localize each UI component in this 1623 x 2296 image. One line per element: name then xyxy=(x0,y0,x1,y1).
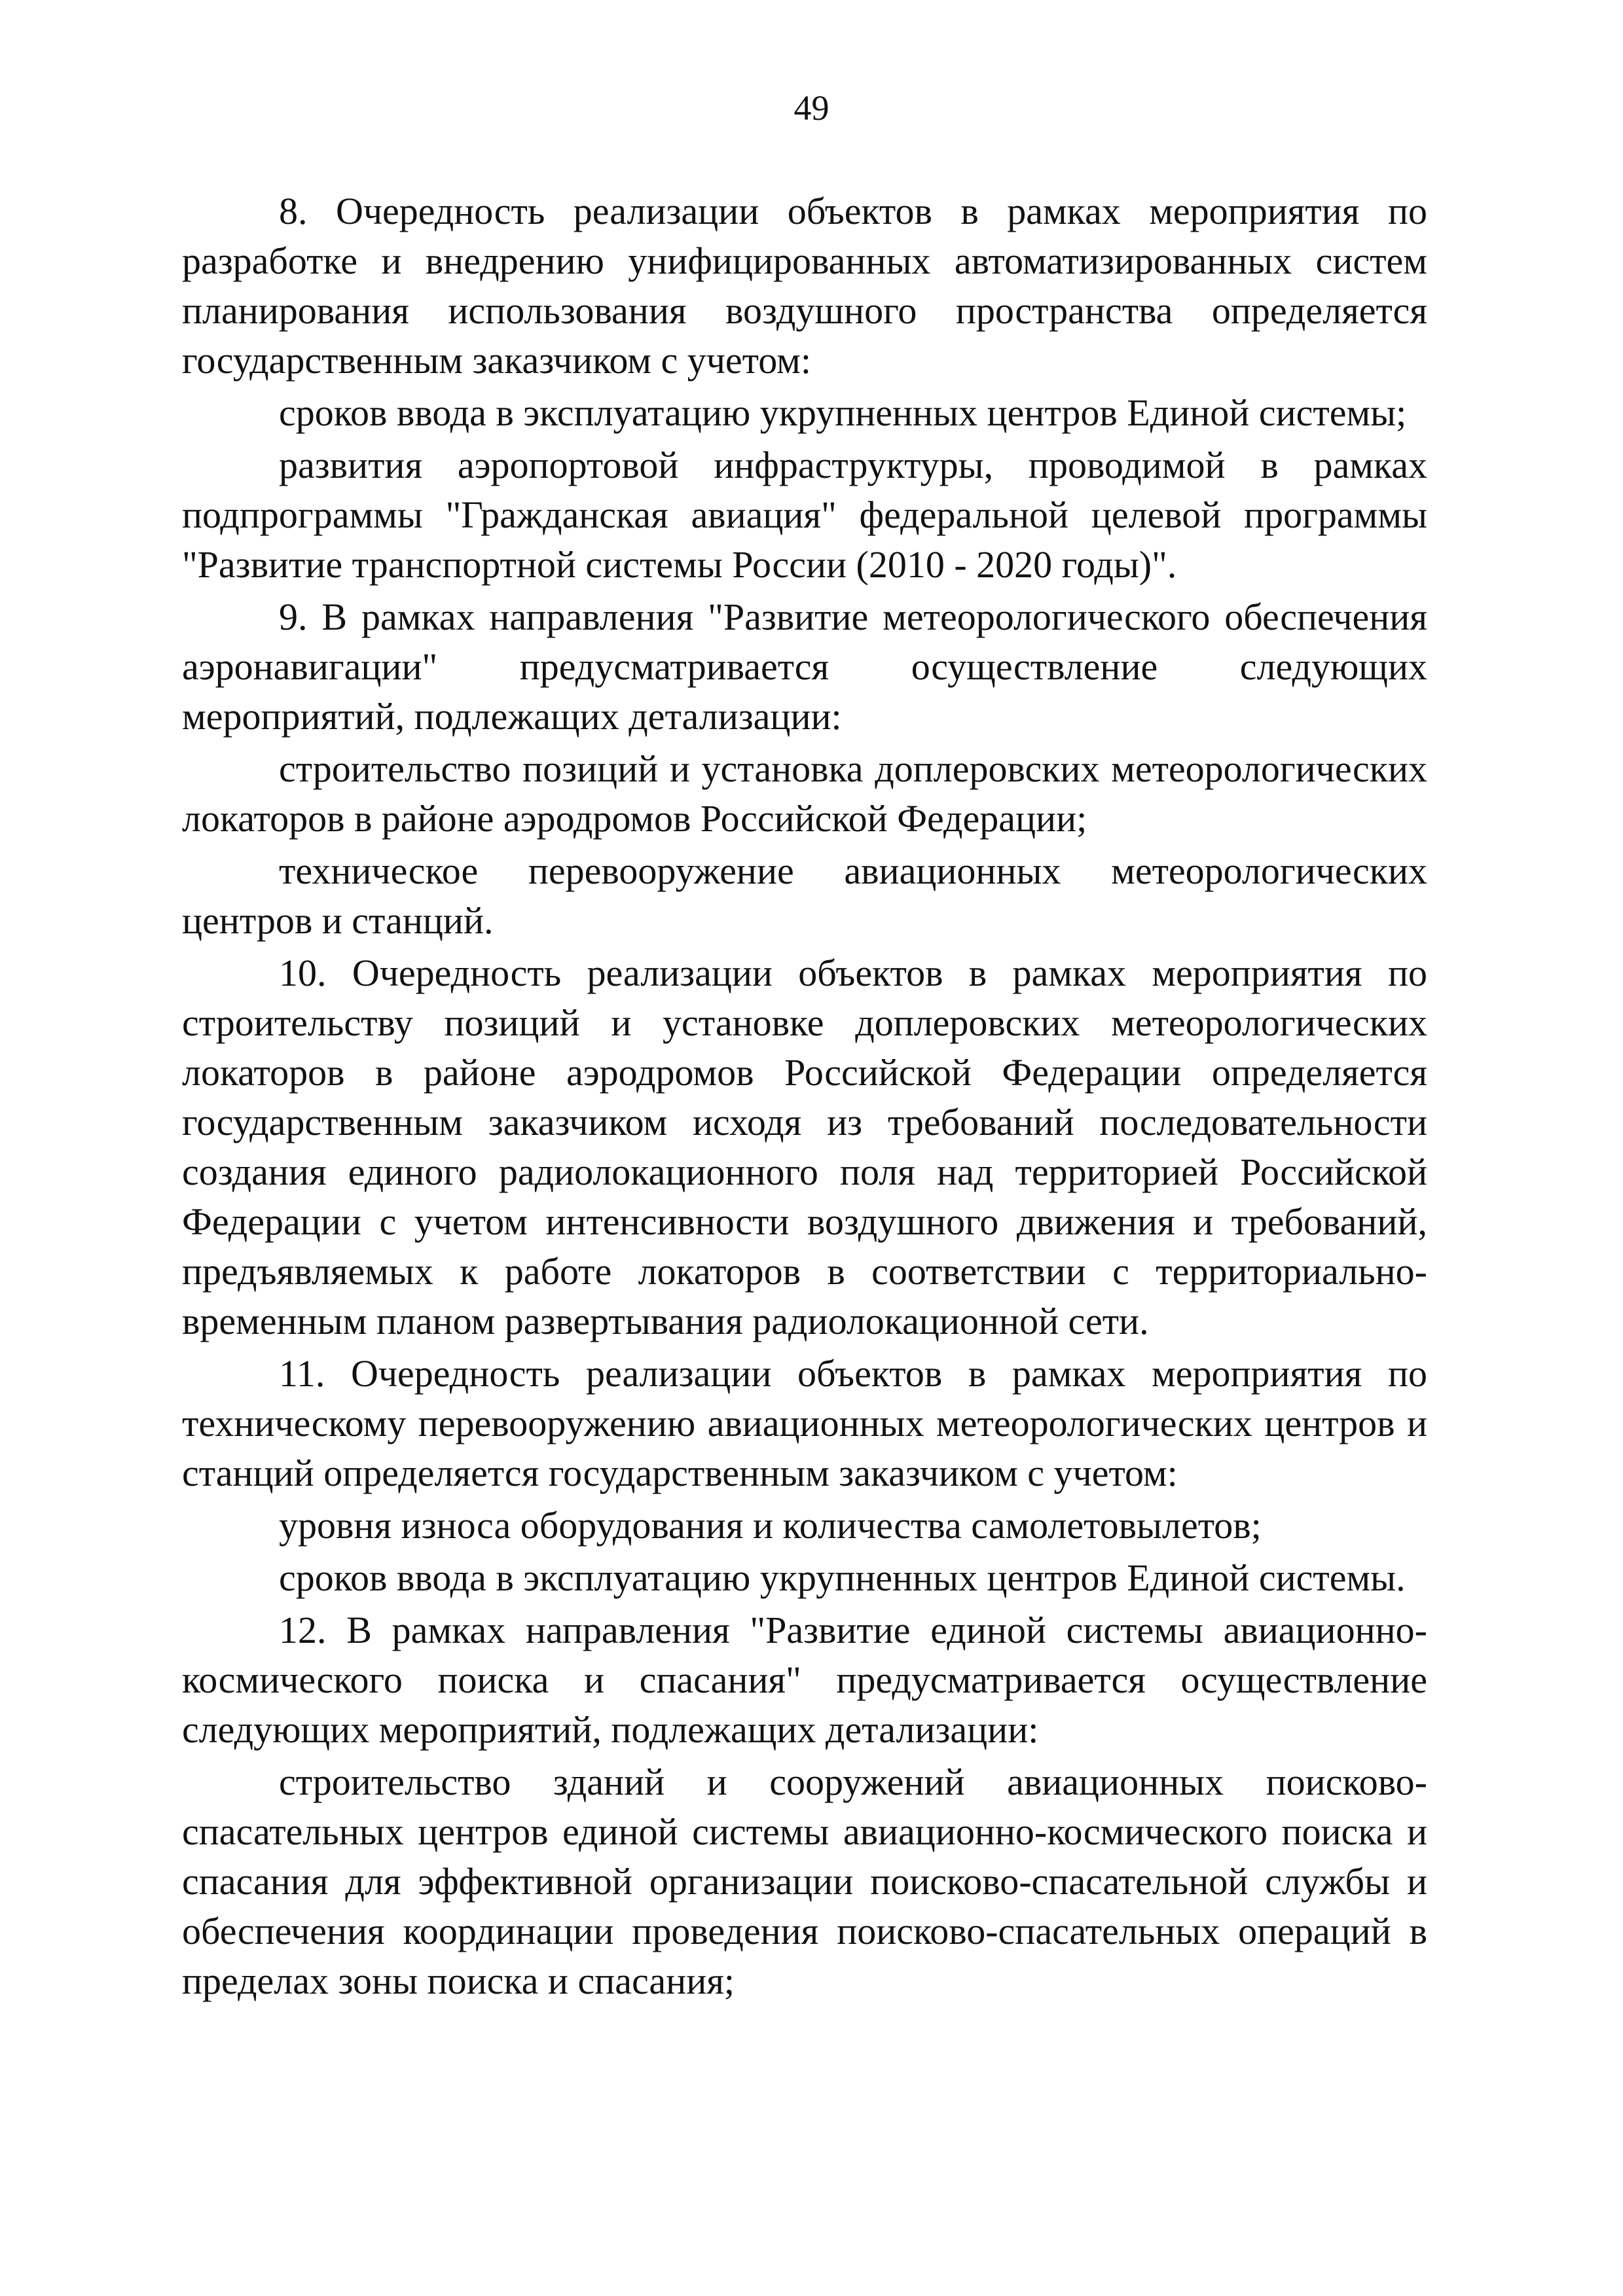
list-item-center-commissioning: сроков ввода в эксплуатацию укрупненных центров Единой системы; xyxy=(279,391,1407,434)
paragraph-12: 12. В рамках направления "Развитие единой системы авиационно-космического поиска и спасания" предусматривается осуществление следующих мероприятий, подлежащих детализации: xyxy=(182,1609,1427,1751)
list-item-airport-infrastructure: развития аэропортовой инфраструктуры, проводимой в рамках подпрограммы "Гражданская авиация" федеральной целевой программы "Развитие транспортной системы России (2010 - 2020 годы)". xyxy=(182,444,1427,586)
page-number: 49 xyxy=(793,88,830,128)
list-item-meteo-centers-reequipment: техническое перевооружение авиационных метеорологических центров и станций. xyxy=(182,850,1427,942)
list-item-doppler-locators: строительство позиций и установка доплеровских метеорологических локаторов в районе аэродромов Российской Федерации; xyxy=(182,747,1427,840)
paragraph-10: 10. Очередность реализации объектов в рамках мероприятия по строительству позиций и установке доплеровских метеорологических локаторов в районе аэродромов Российской Федерации определяется государственным заказчиком исходя из требований последовательности создания единого радиолокационного поля над территорией Российской Федерации с учетом интенсивности воздушного движения и требований, предъявляемых к работе локаторов в соответствии с территориально-временным планом развертывания радиолокационной сети. xyxy=(182,952,1427,1342)
list-item-equipment-wear: уровня износа оборудования и количества самолетовылетов; xyxy=(279,1504,1262,1547)
paragraph-11: 11. Очередность реализации объектов в рамках мероприятия по техническому перевооружению авиационных метеорологических центров и станций определяется государственным заказчиком с учетом: xyxy=(182,1352,1427,1494)
list-item-search-rescue-centers: строительство зданий и сооружений авиационных поисково-спасательных центров единой системы авиационно-космического поиска и спасания для эффективной организации поисково-спасательной службы и обеспечения координации проведения поисково-спасательных операций в пределах зоны поиска и спасания; xyxy=(182,1761,1427,2002)
document-body xyxy=(182,187,1427,2006)
list-item-center-commissioning-2: сроков ввода в эксплуатацию укрупненных центров Единой системы. xyxy=(279,1556,1406,1599)
paragraph-8: 8. Очередность реализации объектов в рамках мероприятия по разработке и внедрению унифицированных автоматизированных систем планирования использования воздушного пространства определяется государственным заказчиком с учетом: xyxy=(182,190,1427,382)
paragraph-9: 9. В рамках направления "Развитие метеорологического обеспечения аэронавигации" предусматривается осуществление следующих мероприятий, подлежащих детализации: xyxy=(182,596,1427,738)
